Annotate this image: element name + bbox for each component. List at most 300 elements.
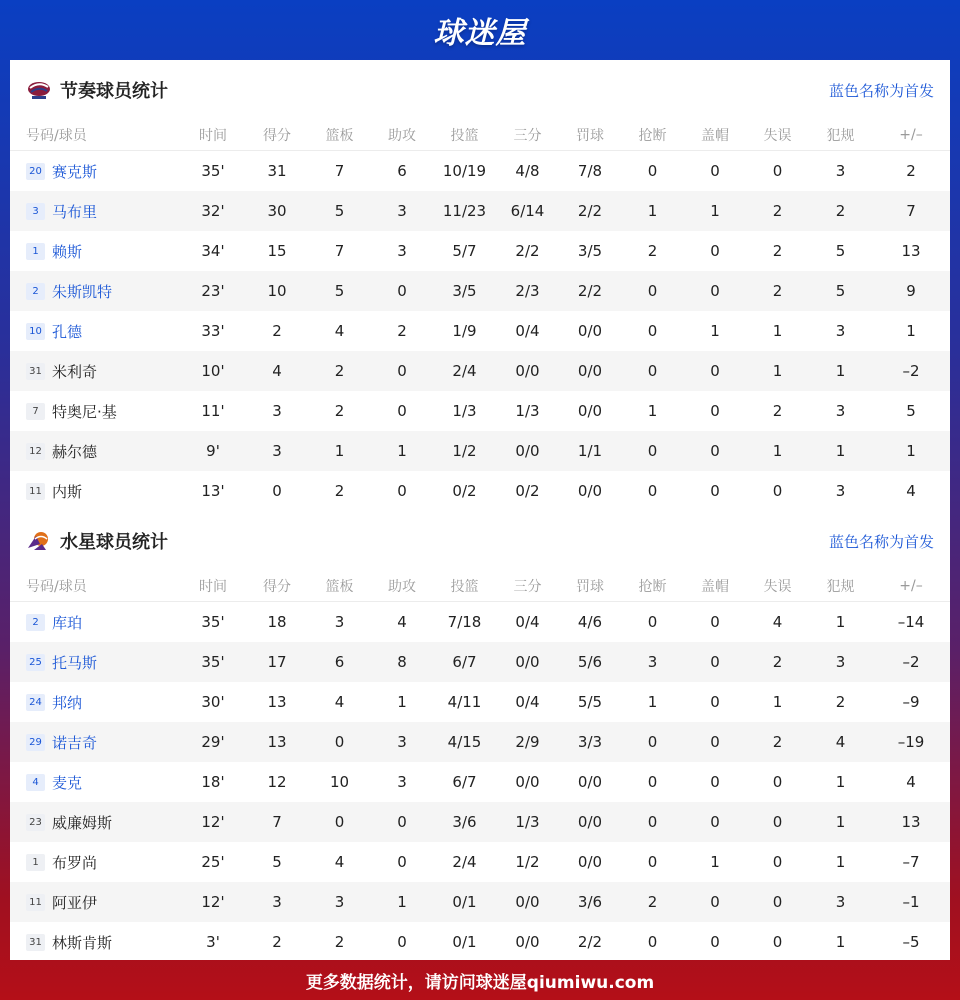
player-name: 孔德: [52, 322, 83, 341]
stat-cell: 3/5: [433, 271, 496, 311]
col-header: 失误: [746, 120, 809, 151]
jersey-number-badge: 31: [26, 934, 45, 951]
player-row: [10, 471, 950, 511]
stat-cell: 13': [201, 482, 225, 500]
stat-cell: 0/2: [452, 482, 477, 500]
stat-cell: 0/4: [515, 693, 540, 711]
stat-cell: 1: [772, 322, 783, 340]
player-name: 麦克: [52, 773, 83, 792]
stat-cell: 0/2: [515, 482, 540, 500]
col-header: 投篮: [433, 120, 496, 151]
jersey-number-badge: 11: [26, 483, 45, 500]
stat-cell: 2: [746, 642, 809, 682]
stat-cell: 2/4: [433, 351, 496, 391]
col-header: 盖帽: [684, 120, 746, 151]
stat-cell: 0: [772, 773, 783, 791]
section-title-group: [26, 528, 168, 554]
stat-cell: 5: [835, 242, 846, 260]
stat-cell: 0: [647, 853, 658, 871]
stat-cell: 7: [872, 191, 950, 231]
starter-note: 蓝色名称为首发: [828, 532, 934, 551]
col-header: 篮板: [308, 571, 371, 602]
stat-cell: –2: [872, 351, 950, 391]
stat-cell: 0/0: [496, 642, 559, 682]
stat-cell: 4: [906, 773, 916, 791]
stat-cell: 4/15: [433, 722, 496, 762]
stat-cell: 2: [809, 191, 872, 231]
stat-cell: 0: [710, 933, 720, 951]
stat-cell: –2: [872, 642, 950, 682]
stat-cell: 0: [647, 482, 658, 500]
player-row: [10, 922, 950, 960]
stat-cell: 0: [397, 402, 407, 420]
stat-cell: 3/6: [559, 882, 621, 922]
stat-cell: 35': [201, 162, 225, 180]
stat-cell: 2/3: [496, 271, 559, 311]
player-cell: [10, 682, 180, 722]
jersey-number-badge: 7: [26, 403, 45, 420]
stat-cell: 0/0: [577, 322, 603, 340]
col-header: 得分: [246, 120, 308, 151]
player-row: [10, 311, 950, 351]
stat-cell: 0/0: [577, 853, 603, 871]
stat-cell: 1: [647, 402, 658, 420]
jersey-number-badge: 4: [26, 774, 45, 791]
stat-cell: 1: [746, 431, 809, 471]
jersey-number-badge: 31: [26, 363, 45, 380]
table-header-row: [10, 571, 950, 602]
stat-cell: 0/0: [496, 431, 559, 471]
stat-cell: 3: [272, 402, 282, 420]
col-header: 得分: [246, 571, 308, 602]
stat-cell: 1: [710, 853, 720, 871]
jersey-number-badge: 29: [26, 734, 45, 751]
jersey-number-badge: 1: [26, 854, 45, 871]
stat-cell: 15: [267, 242, 287, 260]
stat-cell: 1: [371, 431, 433, 471]
stat-cell: 2/9: [496, 722, 559, 762]
stat-cell: 0: [772, 933, 783, 951]
stat-cell: 35': [201, 613, 225, 631]
footer-banner: [0, 960, 960, 1000]
stat-cell: 0/0: [559, 802, 621, 842]
player-name: 托马斯: [52, 653, 98, 672]
stat-cell: 3: [809, 642, 872, 682]
col-header: 抢断: [621, 571, 684, 602]
jersey-number-badge: 12: [26, 443, 45, 460]
stat-cell: 0: [647, 162, 658, 180]
stat-cell: 4: [772, 613, 783, 631]
stat-cell: 3: [371, 191, 433, 231]
player-row: [10, 762, 950, 802]
stat-cell: 0: [371, 351, 433, 391]
stat-cell: 3: [621, 642, 684, 682]
stat-cell: 1/2: [433, 431, 496, 471]
stat-cell: 5: [308, 271, 371, 311]
stat-cell: 13: [872, 802, 950, 842]
stat-cell: 0: [684, 802, 746, 842]
col-header: 投篮: [433, 571, 496, 602]
stat-cell: 2: [334, 482, 345, 500]
stat-cell: 4/8: [515, 162, 540, 180]
stat-cell: 0: [621, 351, 684, 391]
stat-cell: 3': [206, 933, 220, 951]
col-header: 助攻: [371, 571, 433, 602]
player-cell: [10, 882, 180, 922]
stat-cell: 12': [180, 802, 246, 842]
stat-cell: 1: [809, 431, 872, 471]
table-body: [10, 602, 950, 961]
col-header: 犯规: [809, 571, 872, 602]
team-section-rhythm: [10, 60, 950, 511]
stat-cell: 2: [308, 351, 371, 391]
stat-cell: 1/1: [559, 431, 621, 471]
section-title: 水星球员统计: [60, 532, 168, 553]
stat-cell: 6/7: [452, 773, 477, 791]
stat-cell: 0/0: [559, 351, 621, 391]
stat-cell: 0/0: [577, 402, 603, 420]
stat-cell: 10: [329, 773, 350, 791]
stat-cell: 1: [835, 933, 846, 951]
player-stats-table: [10, 571, 950, 960]
player-name: 内斯: [52, 482, 83, 501]
player-name: 阿亚伊: [52, 893, 98, 912]
stat-cell: 0: [397, 853, 407, 871]
player-cell: [10, 762, 180, 802]
player-name: 邦纳: [52, 693, 83, 712]
stat-cell: 7: [334, 162, 345, 180]
stat-cell: 1/3: [496, 802, 559, 842]
col-header: 罚球: [559, 120, 621, 151]
stat-cell: 10: [246, 271, 308, 311]
stat-cell: 12: [267, 773, 287, 791]
stat-cell: 2: [772, 242, 783, 260]
stat-cell: –5: [902, 933, 920, 951]
stat-cell: 29': [180, 722, 246, 762]
col-header: 时间: [180, 571, 246, 602]
stat-cell: 3: [308, 882, 371, 922]
stat-cell: 7/8: [577, 162, 603, 180]
col-header: +/–: [872, 571, 950, 602]
stat-cell: 1: [772, 693, 783, 711]
stat-cell: 1: [906, 322, 916, 340]
stat-cell: 1: [835, 613, 846, 631]
stat-cell: 0: [710, 242, 720, 260]
stat-cell: 25': [201, 853, 225, 871]
stat-cell: 0: [710, 162, 720, 180]
player-row: [10, 151, 950, 192]
team-section-mercury: [10, 511, 950, 960]
stat-cell: 4: [809, 722, 872, 762]
col-header: 失误: [746, 571, 809, 602]
stat-cell: 1/2: [515, 853, 540, 871]
stat-cell: 1: [746, 351, 809, 391]
player-row: [10, 391, 950, 431]
stat-cell: 8: [371, 642, 433, 682]
stat-cell: 2: [746, 271, 809, 311]
stat-cell: 2/2: [577, 933, 603, 951]
player-name: 赖斯: [52, 242, 83, 261]
stat-cell: 0: [621, 271, 684, 311]
player-row: [10, 431, 950, 471]
stat-cell: 0: [772, 482, 783, 500]
stat-cell: 4: [246, 351, 308, 391]
stat-cell: 5: [906, 402, 916, 420]
stat-cell: 2: [334, 933, 345, 951]
stat-cell: 32': [180, 191, 246, 231]
stat-cell: 0: [272, 482, 282, 500]
stat-cell: 31: [267, 162, 287, 180]
stat-cell: 4: [334, 693, 345, 711]
stat-cell: 1: [308, 431, 371, 471]
rhythm-team-logo-icon: [26, 79, 52, 101]
table-header-row: [10, 120, 950, 151]
col-header: 三分: [496, 120, 559, 151]
player-stats-table: [10, 120, 950, 511]
stat-cell: 0: [710, 693, 720, 711]
player-cell: [10, 391, 180, 431]
player-row: [10, 191, 950, 231]
player-name: 马布里: [52, 202, 98, 221]
stat-cell: 0: [621, 722, 684, 762]
player-cell: [10, 231, 180, 271]
stat-cell: 6/7: [433, 642, 496, 682]
stat-cell: 0/0: [577, 482, 603, 500]
jersey-number-badge: 20: [26, 163, 45, 180]
player-cell: [10, 642, 180, 682]
player-cell: [10, 802, 180, 842]
player-name: 诺吉奇: [52, 733, 98, 752]
stat-cell: –7: [902, 853, 920, 871]
stat-cell: 0: [710, 773, 720, 791]
stat-cell: 4: [397, 613, 407, 631]
stat-cell: 0/0: [515, 773, 540, 791]
stat-cell: 0: [308, 802, 371, 842]
stat-cell: 0: [710, 402, 720, 420]
stat-cell: 4: [334, 853, 345, 871]
stat-cell: 0: [371, 271, 433, 311]
stat-cell: 33': [201, 322, 225, 340]
stat-cell: 4: [334, 322, 345, 340]
stat-cell: 2: [272, 933, 282, 951]
player-name: 朱斯凯特: [52, 282, 113, 301]
stat-cell: 1: [371, 882, 433, 922]
stat-cell: –9: [902, 693, 920, 711]
stat-cell: 0: [746, 802, 809, 842]
stat-cell: 5: [308, 191, 371, 231]
player-cell: [10, 922, 180, 960]
jersey-number-badge: 25: [26, 654, 45, 671]
stat-cell: 2/2: [559, 271, 621, 311]
stat-cell: 3: [835, 162, 846, 180]
stat-cell: 0: [308, 722, 371, 762]
stat-cell: 0/1: [433, 882, 496, 922]
stat-cell: 6: [397, 162, 407, 180]
stat-cell: 13: [901, 242, 921, 260]
stat-cell: 5/5: [577, 693, 603, 711]
player-row: [10, 351, 950, 391]
stat-cell: 1: [397, 693, 407, 711]
stat-cell: 0: [397, 482, 407, 500]
stat-cell: 2: [906, 162, 916, 180]
stat-cell: 0: [371, 802, 433, 842]
player-name: 林斯肯斯: [52, 933, 113, 952]
stat-cell: 3: [835, 402, 846, 420]
stat-cell: 0: [684, 431, 746, 471]
stat-cell: 2/2: [515, 242, 540, 260]
col-header: 抢断: [621, 120, 684, 151]
stat-cell: 2: [397, 322, 407, 340]
stat-cell: 35': [180, 642, 246, 682]
jersey-number-badge: 24: [26, 694, 45, 711]
stat-cell: 1: [710, 322, 720, 340]
stat-cell: 0: [684, 351, 746, 391]
stat-cell: 0: [397, 933, 407, 951]
stat-cell: 5: [809, 271, 872, 311]
stat-cell: 2: [621, 882, 684, 922]
col-header: 时间: [180, 120, 246, 151]
stat-cell: 2: [272, 322, 282, 340]
stat-cell: 17: [246, 642, 308, 682]
stat-cell: 13: [246, 722, 308, 762]
footer-text: 更多数据统计，请访问球迷屋qiumiwu.com: [305, 972, 655, 993]
col-header: 篮板: [308, 120, 371, 151]
stat-cell: 3/5: [577, 242, 603, 260]
stat-cell: 0: [772, 853, 783, 871]
stat-cell: 3/3: [559, 722, 621, 762]
col-header: 三分: [496, 571, 559, 602]
col-header: 号码/球员: [10, 571, 180, 602]
col-header: 助攻: [371, 120, 433, 151]
stat-cell: 1: [809, 351, 872, 391]
jersey-number-badge: 2: [26, 283, 45, 300]
player-cell: [10, 602, 180, 643]
stat-cell: 0/1: [452, 933, 477, 951]
player-cell: [10, 351, 180, 391]
stat-cell: –1: [872, 882, 950, 922]
stat-cell: 1: [809, 802, 872, 842]
stat-cell: 1: [872, 431, 950, 471]
stat-cell: 30: [246, 191, 308, 231]
brand-logo: 球迷屋: [433, 16, 527, 51]
stat-cell: 23': [180, 271, 246, 311]
stat-cell: 0/0: [515, 933, 540, 951]
col-header: 号码/球员: [10, 120, 180, 151]
player-row: [10, 642, 950, 682]
stat-cell: 0: [710, 482, 720, 500]
stat-cell: 34': [201, 242, 225, 260]
stat-cell: 4/11: [447, 693, 482, 711]
player-name: 威廉姆斯: [52, 813, 113, 832]
stat-cell: 0: [746, 882, 809, 922]
stat-cell: 2/4: [452, 853, 477, 871]
player-name: 库珀: [52, 613, 83, 632]
stat-cell: 12': [180, 882, 246, 922]
section-title: 节奏球员统计: [60, 81, 168, 102]
stat-cell: –14: [897, 613, 925, 631]
stat-cell: 3: [334, 613, 345, 631]
starter-note: 蓝色名称为首发: [828, 81, 934, 100]
stat-cell: 10': [180, 351, 246, 391]
player-name: 赛克斯: [52, 162, 98, 181]
stat-cell: 3: [246, 882, 308, 922]
stat-cell: 7: [334, 242, 345, 260]
jersey-number-badge: 3: [26, 203, 45, 220]
stat-cell: 4/6: [577, 613, 603, 631]
stat-cell: 0/0: [496, 882, 559, 922]
jersey-number-badge: 11: [26, 894, 45, 911]
stat-cell: 3/6: [433, 802, 496, 842]
player-row: [10, 231, 950, 271]
section-header: [10, 511, 950, 571]
stat-cell: 0: [684, 642, 746, 682]
stat-cell: 0: [684, 722, 746, 762]
player-cell: [10, 151, 180, 192]
table-body: [10, 151, 950, 512]
stat-cell: 11/23: [433, 191, 496, 231]
player-cell: [10, 271, 180, 311]
stat-cell: 18: [267, 613, 287, 631]
stat-cell: 10/19: [442, 162, 487, 180]
stat-cell: 0: [684, 882, 746, 922]
stat-cell: 6: [308, 642, 371, 682]
stat-cell: 0: [647, 322, 658, 340]
player-cell: [10, 842, 180, 882]
stat-cell: 5: [272, 853, 282, 871]
stat-cell: 1: [835, 853, 846, 871]
stat-cell: 1/9: [452, 322, 477, 340]
stat-cell: 18': [201, 773, 225, 791]
player-cell: [10, 311, 180, 351]
stat-cell: 3: [809, 882, 872, 922]
stat-cell: 0: [772, 162, 783, 180]
stat-cell: 0/0: [577, 773, 603, 791]
col-header: 犯规: [809, 120, 872, 151]
stat-cell: 2: [835, 693, 846, 711]
player-row: [10, 271, 950, 311]
player-row: [10, 602, 950, 643]
jersey-number-badge: 1: [26, 243, 45, 260]
stat-cell: 1: [684, 191, 746, 231]
player-row: [10, 802, 950, 842]
stat-cell: 1: [835, 773, 846, 791]
stat-cell: 2: [647, 242, 658, 260]
jersey-number-badge: 10: [26, 323, 45, 340]
stat-cell: 3: [835, 322, 846, 340]
player-name: 赫尔德: [52, 442, 98, 461]
stat-cell: 0/4: [515, 613, 540, 631]
mercury-team-logo-icon: [26, 530, 52, 552]
stat-cell: 11': [201, 402, 225, 420]
stat-cell: –19: [872, 722, 950, 762]
section-header: [10, 60, 950, 120]
stat-cell: 0: [621, 802, 684, 842]
player-name: 特奥尼·基: [52, 402, 117, 421]
player-cell: [10, 431, 180, 471]
stat-cell: 7/18: [447, 613, 482, 631]
player-name: 布罗尚: [52, 853, 98, 872]
stat-cell: 7: [246, 802, 308, 842]
player-row: [10, 722, 950, 762]
player-row: [10, 882, 950, 922]
stat-cell: 1/3: [452, 402, 477, 420]
stat-cell: 3: [246, 431, 308, 471]
stat-cell: 9: [872, 271, 950, 311]
stat-cell: 30': [201, 693, 225, 711]
col-header: 罚球: [559, 571, 621, 602]
stat-cell: 5/7: [452, 242, 477, 260]
stat-cell: 3: [397, 242, 407, 260]
